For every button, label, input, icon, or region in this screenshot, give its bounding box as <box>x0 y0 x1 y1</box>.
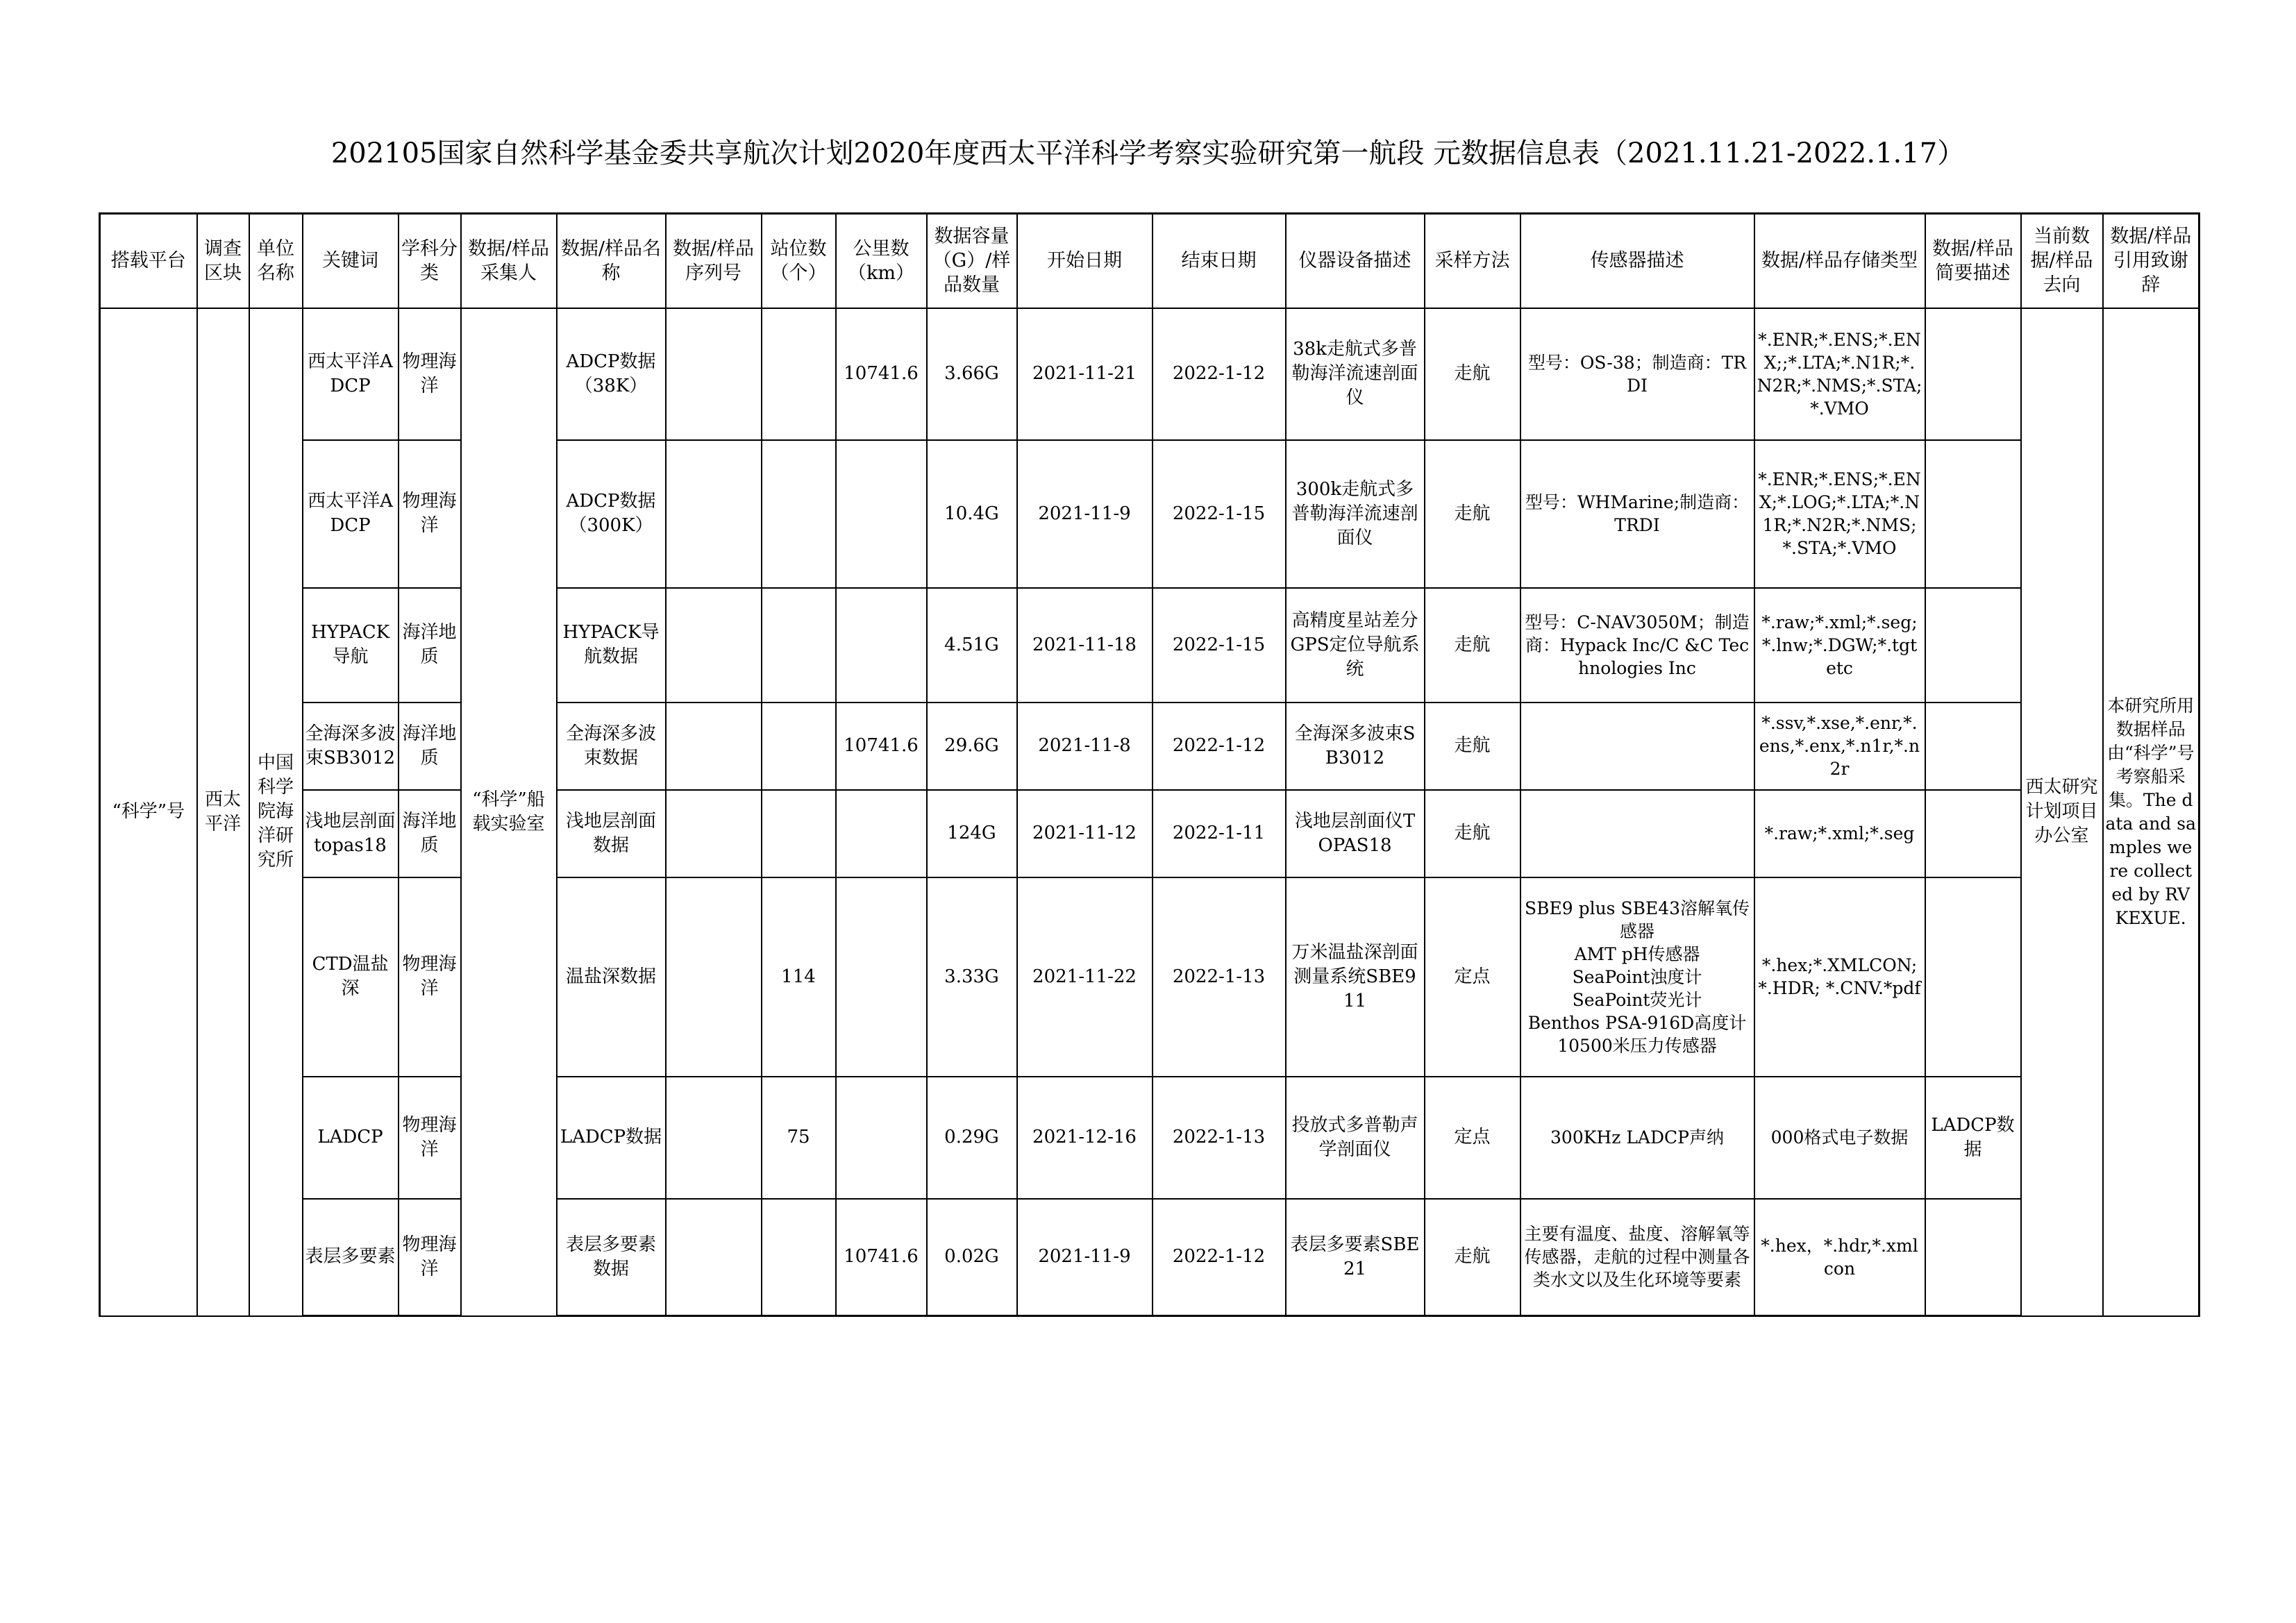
start-date-cell: 2021-11-9 <box>1017 1199 1153 1316</box>
capacity-cell: 3.66G <box>927 308 1017 440</box>
discipline-cell: 物理海洋 <box>399 308 461 440</box>
stations-cell <box>762 440 836 588</box>
method-cell: 走航 <box>1425 1199 1520 1316</box>
platform-cell: “科学”号 <box>100 308 197 1316</box>
km-cell: 10741.6 <box>836 308 927 440</box>
discipline-cell: 物理海洋 <box>399 440 461 588</box>
sensor-cell <box>1520 703 1754 790</box>
serial-no-cell <box>666 703 762 790</box>
destination-cell: 西太研究计划项目办公室 <box>2021 308 2103 1316</box>
header-destination: 当前数据/样品去向 <box>2021 214 2103 308</box>
discipline-cell: 物理海洋 <box>399 877 461 1077</box>
end-date-cell: 2022-1-11 <box>1153 790 1286 877</box>
header-acknowledgement: 数据/样品引用致谢辞 <box>2103 214 2199 308</box>
survey-block-cell: 西太平洋 <box>197 308 249 1316</box>
data-name-cell: HYPACK导航数据 <box>557 588 666 703</box>
unit-name-cell: 中国科学院海洋研究所 <box>249 308 303 1316</box>
end-date-cell: 2022-1-13 <box>1153 877 1286 1077</box>
end-date-cell: 2022-1-15 <box>1153 588 1286 703</box>
header-discipline: 学科分类 <box>399 214 461 308</box>
header-instrument: 仪器设备描述 <box>1286 214 1425 308</box>
start-date-cell: 2021-11-12 <box>1017 790 1153 877</box>
stations-cell <box>762 1199 836 1316</box>
start-date-cell: 2021-11-22 <box>1017 877 1153 1077</box>
end-date-cell: 2022-1-12 <box>1153 1199 1286 1316</box>
discipline-cell: 海洋地质 <box>399 588 461 703</box>
stations-cell <box>762 588 836 703</box>
keyword-cell: 表层多要素 <box>303 1199 399 1316</box>
table-row <box>100 440 2199 588</box>
keyword-cell: CTD温盐深 <box>303 877 399 1077</box>
header-unit-name: 单位名称 <box>249 214 303 308</box>
storage-type-cell: 000格式电子数据 <box>1754 1077 1925 1199</box>
end-date-cell: 2022-1-12 <box>1153 703 1286 790</box>
document-title: 202105国家自然科学基金委共享航次计划2020年度西太平洋科学考察实验研究第一航段 元数据信息表（2021.11.21-2022.1.17） <box>330 137 1966 169</box>
brief-cell <box>1925 440 2021 588</box>
header-storage-type: 数据/样品存储类型 <box>1754 214 1925 308</box>
data-name-cell: ADCP数据（300K） <box>557 440 666 588</box>
data-name-cell: 表层多要素数据 <box>557 1199 666 1316</box>
method-cell: 走航 <box>1425 440 1520 588</box>
data-name-cell: 温盐深数据 <box>557 877 666 1077</box>
data-name-cell: LADCP数据 <box>557 1077 666 1199</box>
instrument-cell: 全海深多波束SB3012 <box>1286 703 1425 790</box>
header-end-date: 结束日期 <box>1153 214 1286 308</box>
discipline-cell: 物理海洋 <box>399 1077 461 1199</box>
stations-cell <box>762 308 836 440</box>
brief-cell <box>1925 703 2021 790</box>
method-cell: 走航 <box>1425 588 1520 703</box>
header-serial-no: 数据/样品序列号 <box>666 214 762 308</box>
header-km: 公里数（km） <box>836 214 927 308</box>
start-date-cell: 2021-11-21 <box>1017 308 1153 440</box>
sensor-cell: 型号：C-NAV3050M；制造商：Hypack Inc/C &C Technologies Inc <box>1520 588 1754 703</box>
discipline-cell: 物理海洋 <box>399 1199 461 1316</box>
method-cell: 走航 <box>1425 790 1520 877</box>
capacity-cell: 29.6G <box>927 703 1017 790</box>
end-date-cell: 2022-1-13 <box>1153 1077 1286 1199</box>
discipline-cell: 海洋地质 <box>399 790 461 877</box>
keyword-cell: 浅地层剖面topas18 <box>303 790 399 877</box>
end-date-cell: 2022-1-12 <box>1153 308 1286 440</box>
capacity-cell: 3.33G <box>927 877 1017 1077</box>
km-cell <box>836 440 927 588</box>
header-stations: 站位数（个） <box>762 214 836 308</box>
stations-cell <box>762 703 836 790</box>
sensor-cell: SBE9 plus SBE43溶解氧传感器 AMT pH传感器 SeaPoint浊度计 SeaPoint荧光计 Benthos PSA-916D高度计 10500米压力传感器 <box>1520 877 1754 1077</box>
table-row <box>100 703 2199 790</box>
header-method: 采样方法 <box>1425 214 1520 308</box>
instrument-cell: 投放式多普勒声学剖面仪 <box>1286 1077 1425 1199</box>
keyword-cell: HYPACK导航 <box>303 588 399 703</box>
keyword-cell: 西太平洋ADCP <box>303 308 399 440</box>
sensor-cell <box>1520 790 1754 877</box>
acknowledgement-cell: 本研究所用数据样品由“科学”号考察船采集。The data and samples were collected by RV KEXUE. <box>2103 308 2199 1316</box>
discipline-cell: 海洋地质 <box>399 703 461 790</box>
storage-type-cell: *.raw;*.xml;*.seg;*.lnw;*.DGW;*.tgt etc <box>1754 588 1925 703</box>
start-date-cell: 2021-11-9 <box>1017 440 1153 588</box>
start-date-cell: 2021-12-16 <box>1017 1077 1153 1199</box>
header-capacity: 数据容量（G）/样品数量 <box>927 214 1017 308</box>
instrument-cell: 高精度星站差分GPS定位导航系统 <box>1286 588 1425 703</box>
km-cell: 10741.6 <box>836 703 927 790</box>
collector-cell: “科学”船载实验室 <box>461 308 557 1316</box>
method-cell: 定点 <box>1425 877 1520 1077</box>
storage-type-cell: *.ENR;*.ENS;*.ENX;;*.LTA;*.N1R;*.N2R;*.NMS;*.STA;*.VMO <box>1754 308 1925 440</box>
km-cell <box>836 790 927 877</box>
serial-no-cell <box>666 308 762 440</box>
instrument-cell: 38k走航式多普勒海洋流速剖面仪 <box>1286 308 1425 440</box>
storage-type-cell: *.ENR;*.ENS;*.ENX;*.LOG;*.LTA;*.N1R;*.N2R;*.NMS;*.STA;*.VMO <box>1754 440 1925 588</box>
sensor-cell: 300KHz LADCP声纳 <box>1520 1077 1754 1199</box>
stations-cell: 114 <box>762 877 836 1077</box>
instrument-cell: 300k走航式多普勒海洋流速剖面仪 <box>1286 440 1425 588</box>
brief-cell <box>1925 877 2021 1077</box>
sensor-cell: 型号：OS-38；制造商：TRDI <box>1520 308 1754 440</box>
table-row <box>100 308 2199 440</box>
header-platform: 搭载平台 <box>100 214 197 308</box>
header-brief: 数据/样品简要描述 <box>1925 214 2021 308</box>
header-row <box>100 214 2199 308</box>
serial-no-cell <box>666 1199 762 1316</box>
instrument-cell: 万米温盐深剖面测量系统SBE911 <box>1286 877 1425 1077</box>
table-row <box>100 1199 2199 1316</box>
km-cell <box>836 588 927 703</box>
data-name-cell: ADCP数据（38K） <box>557 308 666 440</box>
stations-cell <box>762 790 836 877</box>
storage-type-cell: *.raw;*.xml;*.seg <box>1754 790 1925 877</box>
header-keyword: 关键词 <box>303 214 399 308</box>
instrument-cell: 浅地层剖面仪TOPAS18 <box>1286 790 1425 877</box>
capacity-cell: 4.51G <box>927 588 1017 703</box>
table-row <box>100 877 2199 1077</box>
metadata-table <box>99 212 2200 1317</box>
instrument-cell: 表层多要素SBE21 <box>1286 1199 1425 1316</box>
method-cell: 定点 <box>1425 1077 1520 1199</box>
table-row <box>100 790 2199 877</box>
sensor-cell: 型号：WHMarine;制造商：TRDI <box>1520 440 1754 588</box>
sensor-cell: 主要有温度、盐度、溶解氧等传感器，走航的过程中测量各类水文以及生化环境等要素 <box>1520 1199 1754 1316</box>
header-collector: 数据/样品采集人 <box>461 214 557 308</box>
serial-no-cell <box>666 877 762 1077</box>
capacity-cell: 0.29G <box>927 1077 1017 1199</box>
header-survey-block: 调查区块 <box>197 214 249 308</box>
serial-no-cell <box>666 1077 762 1199</box>
brief-cell <box>1925 1199 2021 1316</box>
km-cell: 10741.6 <box>836 1199 927 1316</box>
storage-type-cell: *.hex，*.hdr,*.xmlcon <box>1754 1199 1925 1316</box>
end-date-cell: 2022-1-15 <box>1153 440 1286 588</box>
start-date-cell: 2021-11-18 <box>1017 588 1153 703</box>
km-cell <box>836 877 927 1077</box>
method-cell: 走航 <box>1425 703 1520 790</box>
keyword-cell: LADCP <box>303 1077 399 1199</box>
brief-cell <box>1925 790 2021 877</box>
serial-no-cell <box>666 790 762 877</box>
brief-cell <box>1925 588 2021 703</box>
storage-type-cell: *.ssv,*.xse,*.enr,*.ens,*.enx,*.n1r,*.n2r <box>1754 703 1925 790</box>
data-name-cell: 全海深多波束数据 <box>557 703 666 790</box>
table-row <box>100 588 2199 703</box>
method-cell: 走航 <box>1425 308 1520 440</box>
table-row <box>100 1077 2199 1199</box>
serial-no-cell <box>666 440 762 588</box>
keyword-cell: 西太平洋ADCP <box>303 440 399 588</box>
header-data-name: 数据/样品名称 <box>557 214 666 308</box>
serial-no-cell <box>666 588 762 703</box>
header-sensor: 传感器描述 <box>1520 214 1754 308</box>
capacity-cell: 124G <box>927 790 1017 877</box>
capacity-cell: 10.4G <box>927 440 1017 588</box>
storage-type-cell: *.hex;*.XMLCON;*.HDR; *.CNV.*pdf <box>1754 877 1925 1077</box>
km-cell <box>836 1077 927 1199</box>
capacity-cell: 0.02G <box>927 1199 1017 1316</box>
brief-cell <box>1925 308 2021 440</box>
header-start-date: 开始日期 <box>1017 214 1153 308</box>
brief-cell: LADCP数据 <box>1925 1077 2021 1199</box>
keyword-cell: 全海深多波束SB3012 <box>303 703 399 790</box>
start-date-cell: 2021-11-8 <box>1017 703 1153 790</box>
data-name-cell: 浅地层剖面数据 <box>557 790 666 877</box>
stations-cell: 75 <box>762 1077 836 1199</box>
